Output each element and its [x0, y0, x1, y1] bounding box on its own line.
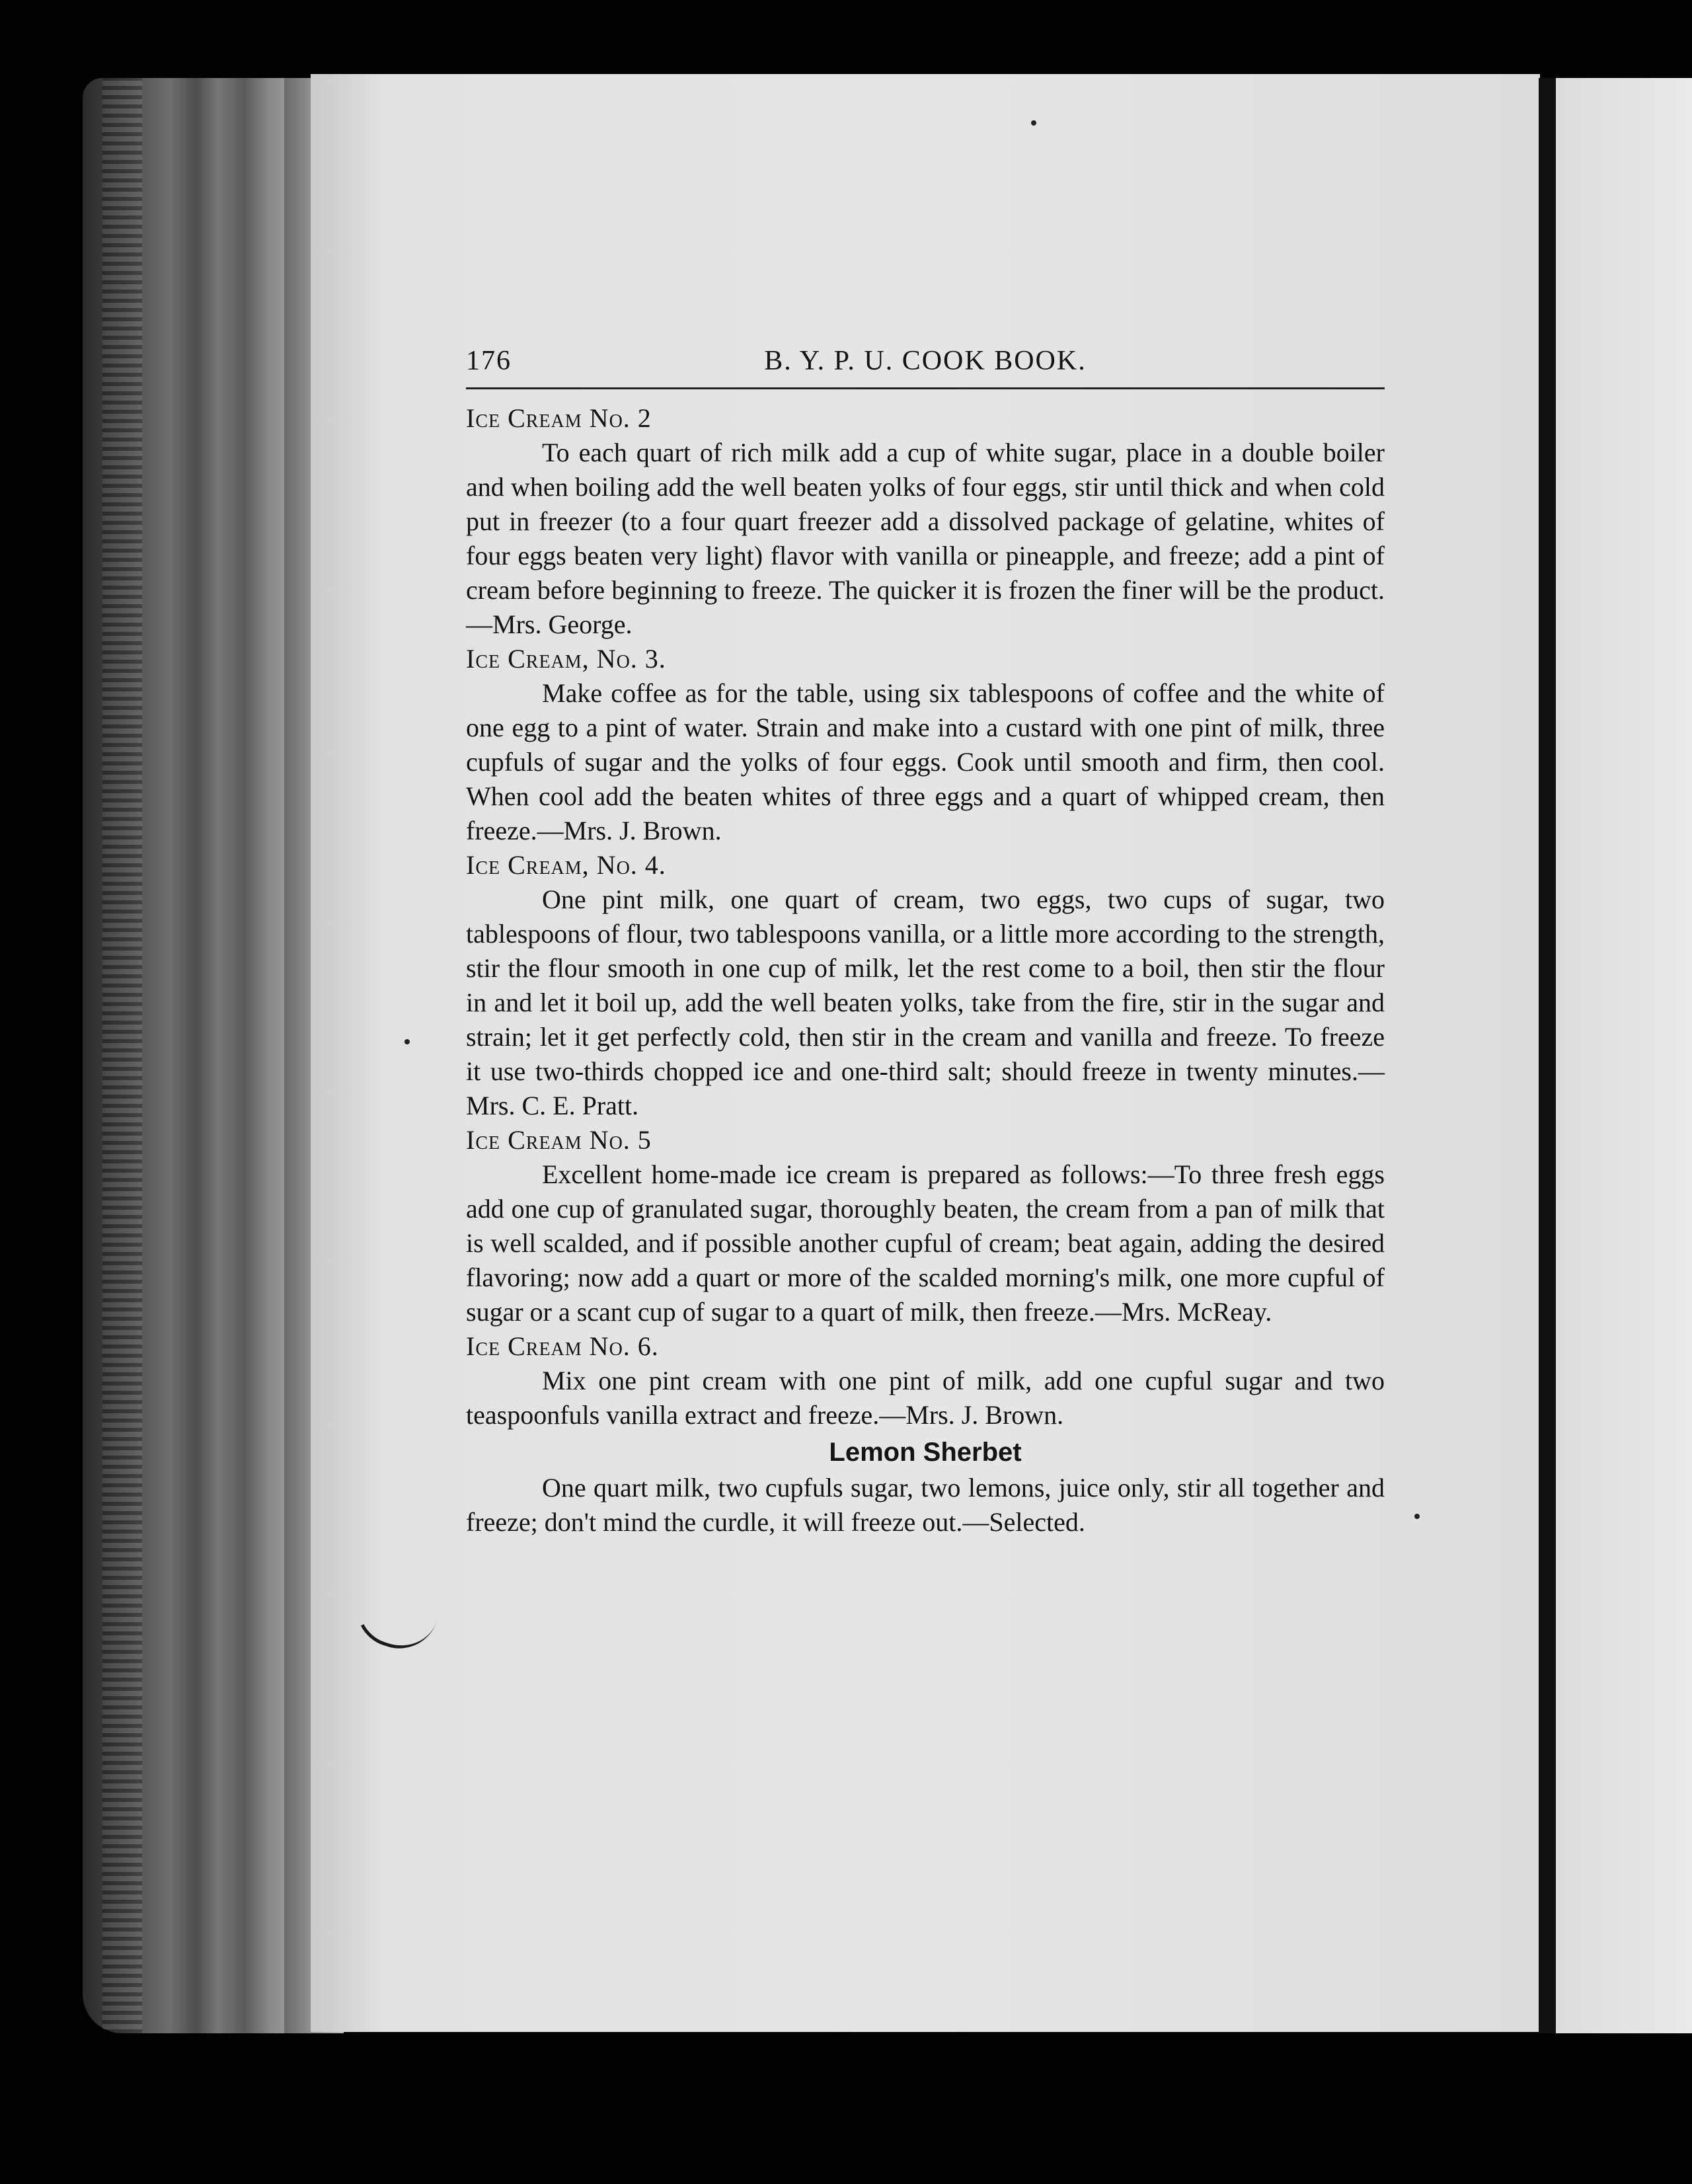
page-number: 176: [466, 346, 512, 376]
recipe: [466, 1329, 1385, 1432]
recipe: [466, 1123, 1385, 1329]
facing-page-edge: [1556, 78, 1692, 2033]
speck: [404, 1039, 410, 1044]
recipe: [466, 848, 1385, 1123]
recipe-title: Ice Cream No. 6.: [466, 1331, 659, 1361]
recipe-title: Ice Cream, No. 4.: [466, 850, 666, 880]
section-title: Lemon Sherbet: [829, 1438, 1022, 1467]
speck: [1031, 120, 1036, 126]
section-text: One quart milk, two cupfuls sugar, two lemons, juice only, stir all together and freeze; don't mind the curdle, it will freeze out.—Selected.: [466, 1473, 1385, 1537]
recipe: [466, 401, 1385, 642]
recipe-text: Make coffee as for the table, using six tablespoons of coffee and the white of one egg to a pint of water. Strain and make into a custard with one pint of milk, three cupfuls of sugar and the yolks of four eggs. Cook until smooth and firm, then cool. When cool add the beaten whites of three eggs and a quart of whipped cream, then freeze.—Mrs. J. Brown.: [466, 678, 1385, 845]
recipe-title: Ice Cream No. 2: [466, 403, 652, 433]
speck: [1414, 1514, 1420, 1519]
section: [466, 1435, 1385, 1540]
recipe: [466, 642, 1385, 848]
recipe-text: Mix one pint cream with one pint of milk, add one cupful sugar and two teaspoonfuls vanilla extract and freeze.—Mrs. J. Brown.: [466, 1366, 1385, 1430]
recipe-text: One pint milk, one quart of cream, two eggs, two cups of sugar, two tablespoons of flour, two tablespoons vanilla, or a little more according to the strength, stir the flour smooth in one cup of milk, let the rest come to a boil, then stir the flour in and let it boil up, add the well beaten yolks, take from the fire, stir in the sugar and strain; let it get perfectly cold, then stir in the cream and vanilla and freeze. To freeze it use two-thirds chopped ice and one-third salt; should freeze in twenty minutes.—Mrs. C. E. Pratt.: [466, 884, 1385, 1120]
page-edge-shadow: [1539, 78, 1556, 2033]
page-content: [466, 344, 1385, 1540]
recipe-title: Ice Cream No. 5: [466, 1125, 652, 1155]
book-spine: [83, 78, 301, 2033]
recipe-text: To each quart of rich milk add a cup of white sugar, place in a double boiler and when boiling add the well beaten yolks of four eggs, stir until thick and when cold put in freezer (to a four quart freezer add a dissolved package of gelatine, whites of four eggs beaten very light) flavor with vanilla or pineapple, and freeze; add a pint of cream before beginning to freeze. The quicker it is frozen the finer will be the product.—Mrs. George.: [466, 438, 1385, 639]
running-title: B. Y. P. U. COOK BOOK.: [764, 346, 1087, 376]
header-rule: [466, 387, 1385, 389]
recipe-text: Excellent home-made ice cream is prepared as follows:—To three fresh eggs add one cup of granulated sugar, thoroughly beaten, the cream from a pan of milk that is well scalded, and if possible another cupful of cream; beat again, adding the desired flavoring; now add a quart or more of the scalded morning's milk, one more cupful of sugar or a scant cup of sugar to a quart of milk, then freeze.—Mrs. McReay.: [466, 1159, 1385, 1327]
running-header: [466, 344, 1385, 383]
recipe-title: Ice Cream, No. 3.: [466, 644, 666, 674]
